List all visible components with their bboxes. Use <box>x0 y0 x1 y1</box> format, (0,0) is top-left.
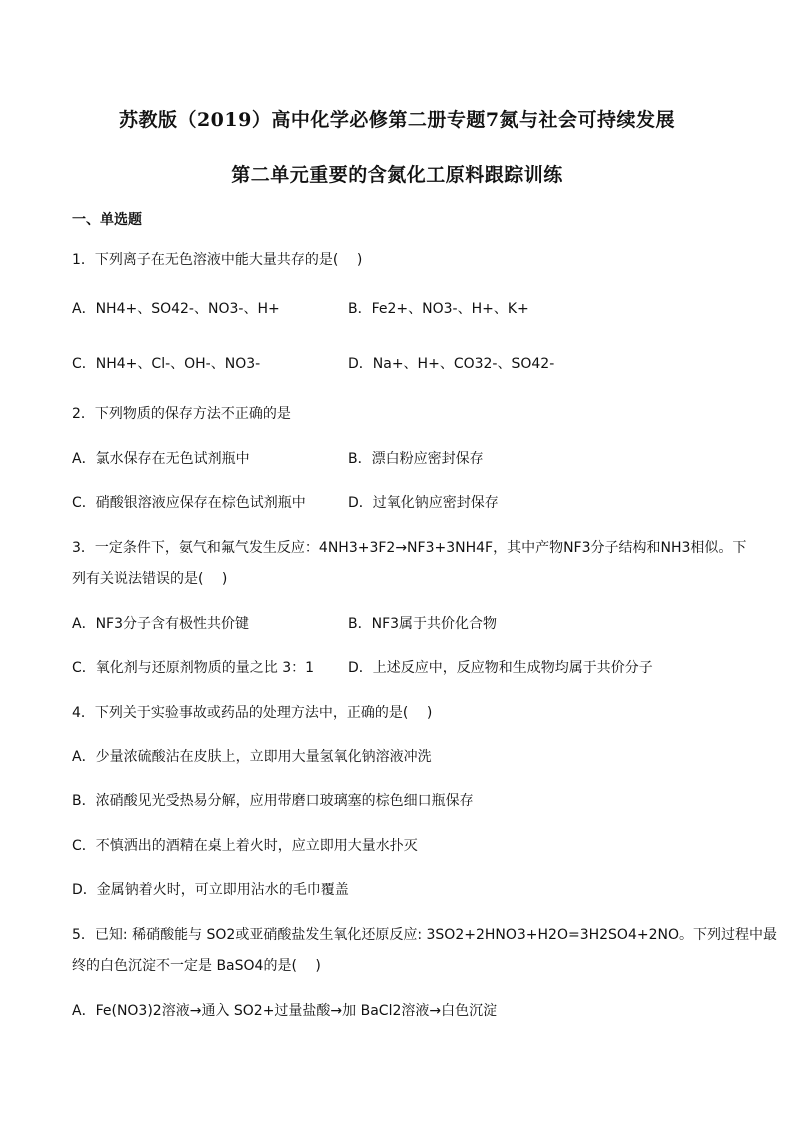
question-1-option-c: C．NH4+、Cl-、OH-、NO3- <box>72 356 261 372</box>
question-4-option-b: B．浓硝酸见光受热易分解，应用带磨口玻璃塞的棕色细口瓶保存 <box>72 793 474 809</box>
question-4-option-d: D．金属钠着火时，可立即用沾水的毛巾覆盖 <box>72 882 349 898</box>
question-3-option-c: C．氧化剂与还原剂物质的量之比 3：1 <box>72 660 315 676</box>
document-title-line-1: 苏教版（2019）高中化学必修第二册专题7氮与社会可持续发展 <box>118 109 676 131</box>
question-1-option-a: A．NH4+、SO42-、NO3-、H+ <box>72 301 280 317</box>
question-1-option-b: B．Fe2+、NO3-、H+、K+ <box>348 301 529 317</box>
question-5-stem-line-2: 终的白色沉淀不一定是 BaSO4的是( ) <box>72 958 321 974</box>
question-1-stem: 1．下列离子在无色溶液中能大量共存的是( ) <box>72 252 363 268</box>
question-5-stem-line-1: 5．已知: 稀硝酸能与 SO2或亚硝酸盐发生氧化还原反应: 3SO2+2HNO3+H2O=3H2SO4+2NO。下列过程中最 <box>72 927 777 943</box>
question-2-option-b: B．漂白粉应密封保存 <box>348 451 484 467</box>
question-4-option-a: A．少量浓硫酸沾在皮肤上，立即用大量氢氧化钠溶液冲洗 <box>72 749 432 765</box>
question-4-option-c: C．不慎洒出的酒精在桌上着火时，应立即用大量水扑灭 <box>72 838 418 854</box>
question-5-option-a: A．Fe(NO3)2溶液→通入 SO2+过量盐酸→加 BaCl2溶液→白色沉淀 <box>72 1003 498 1019</box>
question-3-option-b: B．NF3属于共价化合物 <box>348 616 498 632</box>
question-3-option-a: A．NF3分子含有极性共价键 <box>72 616 250 632</box>
section-heading: 一、单选题 <box>72 212 142 228</box>
question-4-stem: 4．下列关于实验事故或药品的处理方法中，正确的是( ) <box>72 705 433 721</box>
question-1-option-d: D．Na+、H+、CO32-、SO42- <box>348 356 555 372</box>
question-2-option-d: D．过氧化钠应密封保存 <box>348 495 499 511</box>
question-2-option-c: C．硝酸银溶液应保存在棕色试剂瓶中 <box>72 495 306 511</box>
question-3-stem-line-1: 3．一定条件下，氨气和氟气发生反应：4NH3+3F2→NF3+3NH4F，其中产物NF3分子结构和NH3相似。下 <box>72 540 747 556</box>
question-2-option-a: A．氯水保存在无色试剂瓶中 <box>72 451 250 467</box>
question-3-stem-line-2: 列有关说法错误的是( ) <box>72 571 228 587</box>
question-3-option-d: D．上述反应中，反应物和生成物均属于共价分子 <box>348 660 653 676</box>
question-2-stem: 2．下列物质的保存方法不正确的是 <box>72 406 291 422</box>
document-title-line-2: 第二单元重要的含氮化工原料跟踪训练 <box>231 164 563 186</box>
